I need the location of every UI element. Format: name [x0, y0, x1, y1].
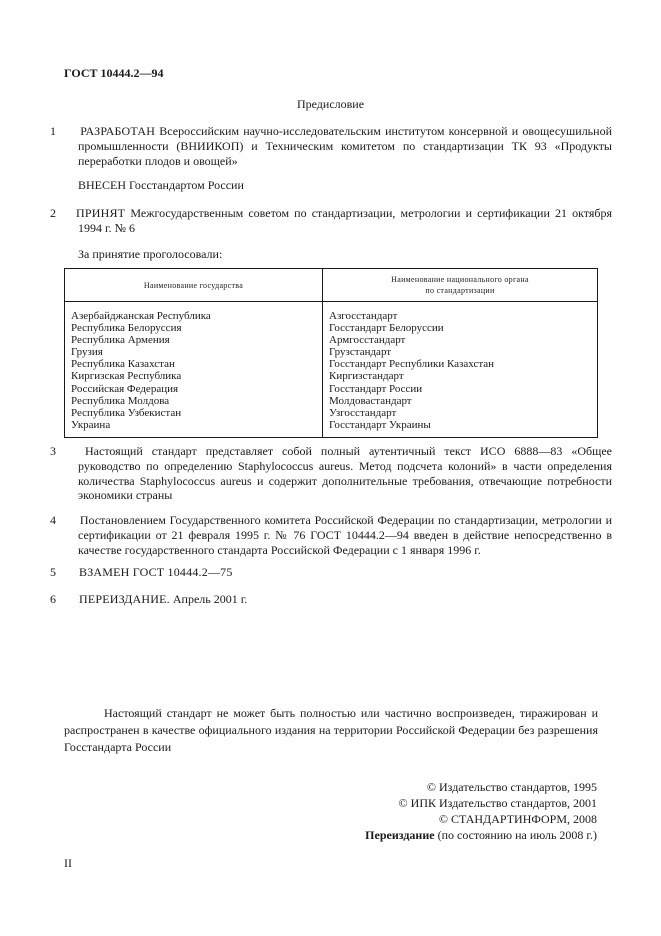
state-name: Азербайджанская Республика [71, 310, 211, 322]
body-name: Киргизстандарт [329, 370, 404, 383]
state-name: Республика Узбекистан [71, 406, 182, 419]
reissue-lead: Переиздание [365, 828, 435, 842]
body-name: Армгосстандарт [329, 334, 406, 347]
document-code: ГОСТ 10444.2—94 [64, 66, 164, 80]
state-name: Киргизская Республика [71, 370, 182, 383]
item-1-introduced: ВНЕСЕН Госстандартом России [78, 178, 244, 192]
body-name: Узгосстандарт [329, 406, 397, 419]
item-number: 2 [50, 206, 56, 220]
body-name: Госстандарт Республики Казахстан [329, 358, 495, 371]
item-lead: РАЗРАБОТАН [80, 124, 156, 138]
body-name: Молдовастандарт [329, 394, 412, 407]
col-header-body [323, 269, 598, 302]
item-3 [50, 444, 613, 503]
state-name: Республика Казахстан [71, 358, 175, 371]
item-text: Всероссийским научно-исследовательским институтом консервной и овощесушильной промышленности (ВНИИКОП) и Техническим комитетом по стандартизации ТК 93 «Продукты переработки плодов и овощей» [78, 124, 612, 168]
body-name: Госстандарт России [329, 382, 423, 395]
section-title: Предисловие [296, 97, 365, 111]
item-text: Постановлением Государственного комитета Российской Федерации по стандартизации, метрологии и сертификации от 21 февраля 1995 г. № 76 ГОСТ 10444.2—94 введен в действие непосредственно в качестве государственного стандарта Российской Федерации с 1 января 1996 г. [78, 513, 613, 557]
state-name: Украина [71, 418, 111, 431]
state-name: Грузия [71, 346, 103, 359]
item-number: 5 [50, 565, 56, 579]
col-header-body-line1: Наименование национального органа [391, 275, 529, 284]
item-number: 3 [50, 444, 56, 458]
reissue-status [365, 828, 597, 844]
copyright-1: © Издательство стандартов, 1995 [426, 780, 597, 794]
item-number: 1 [50, 124, 56, 138]
table-header-row [65, 269, 598, 302]
item-4 [50, 513, 613, 557]
item-text: Межгосударственным советом по стандартизации, метрологии и сертификации 21 октября 1994 г. № 6 [78, 206, 612, 235]
item-text: ВЗАМЕН ГОСТ 10444.2—75 [79, 565, 233, 579]
col-header-body-line2: по стандартизации [425, 286, 495, 295]
item-number: 4 [50, 513, 56, 527]
item-lead: ПРИНЯТ [76, 206, 126, 220]
body-name: Госстандарт Украины [329, 418, 431, 431]
state-cell [65, 302, 323, 438]
item-text: Апрель 2001 г. [169, 592, 248, 606]
body-name: Грузстандарт [329, 346, 392, 359]
reproduction-notice: Настоящий стандарт не может быть полностью или частично воспроизведен, тиражирован и распространен в качестве официального издания на территории Российской Федерации без разрешения Госстандарта России [64, 706, 598, 754]
item-lead: ПЕРЕИЗДАНИЕ. [79, 592, 170, 606]
item-1 [50, 124, 612, 168]
col-header-state: Наименование государства [65, 269, 323, 302]
body-name: Азгосстандарт [329, 310, 398, 322]
copyright-2: © ИПК Издательство стандартов, 2001 [398, 796, 597, 810]
states-table [64, 268, 598, 438]
reissue-text: (по состоянию на июль 2008 г.) [434, 828, 597, 842]
item-6 [50, 592, 612, 607]
body-cell [323, 302, 598, 438]
item-2 [50, 206, 612, 236]
state-name: Республика Молдова [71, 394, 170, 407]
item-number: 6 [50, 592, 56, 606]
item-text: Настоящий стандарт представляет собой полный аутентичный текст ИСО 6888—83 «Общее руководство по определению Staphylococcus aureus. Метод подсчета колоний» в части определения количества Staphylococcus aureus и содержит дополнительные требования, отвечающие потребности экономики страны [78, 444, 613, 503]
table-body-row [65, 302, 598, 438]
body-name: Госстандарт Белоруссии [329, 322, 444, 335]
item-5 [50, 565, 612, 580]
voted-label: За принятие проголосовали: [78, 247, 223, 261]
state-name: Республика Белоруссия [71, 322, 182, 335]
state-name: Республика Армения [71, 334, 170, 347]
state-name: Российская Федерация [71, 382, 179, 395]
page-number: II [64, 856, 72, 870]
copyright-3: © СТАНДАРТИНФОРМ, 2008 [438, 812, 597, 826]
